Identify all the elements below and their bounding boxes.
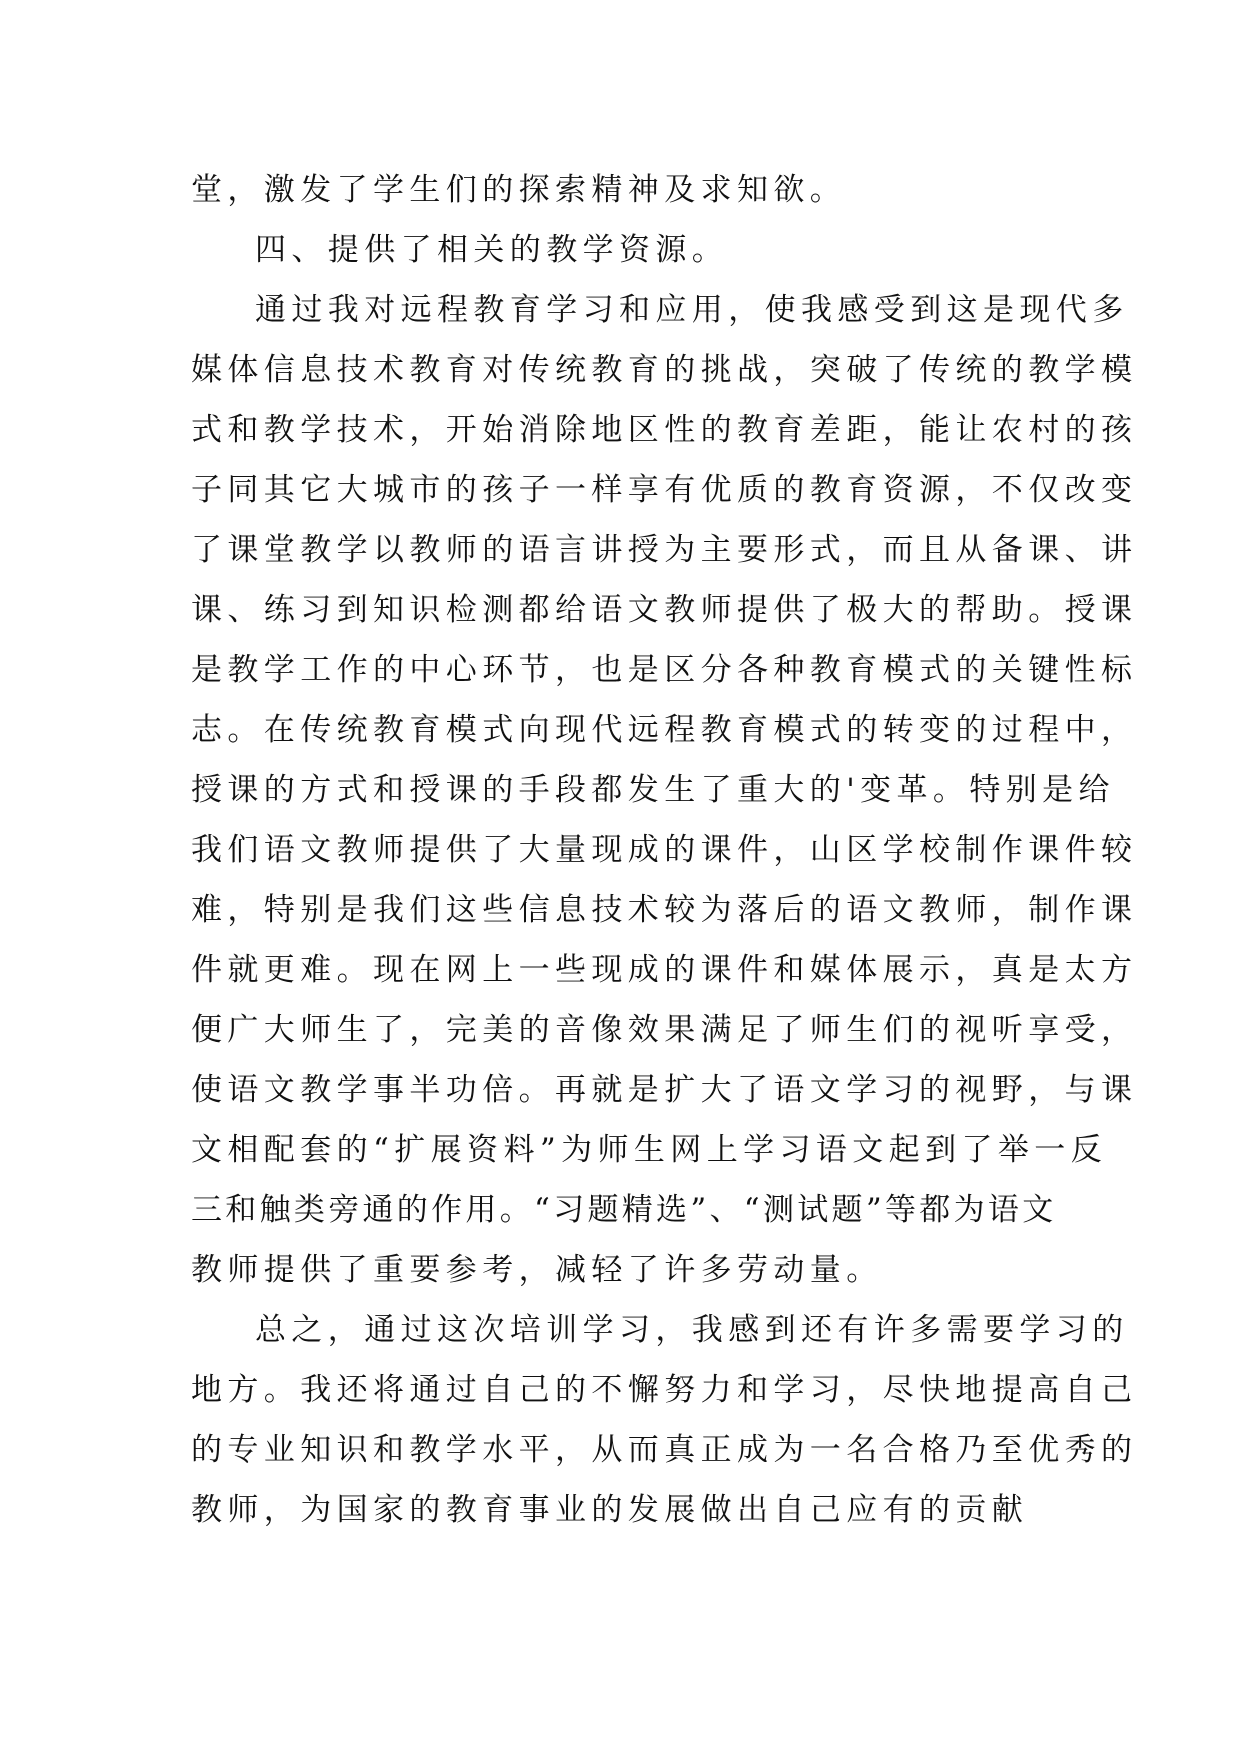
text-line: 通过我对远程教育学习和应用，使我感受到这是现代多 (255, 292, 1129, 328)
text-line: 式和教学技术，开始消除地区性的教育差距，能让农村的孩 (191, 412, 1138, 448)
text-line: 难，特别是我们这些信息技术较为落后的语文教师，制作课 (191, 892, 1138, 928)
text-line: 媒体信息技术教育对传统教育的挑战，突破了传统的教学模 (191, 352, 1138, 388)
section-heading: 四、提供了相关的教学资源。 (255, 232, 729, 268)
body-text (191, 160, 1138, 1540)
text-line: 了课堂教学以教师的语言讲授为主要形式，而且从备课、讲 (191, 532, 1138, 568)
text-line: 文相配套的“扩展资料”为师生网上学习语文起到了举一反 (191, 1132, 1108, 1168)
text-line: 使语文教学事半功倍。再就是扩大了语文学习的视野，与课 (191, 1072, 1138, 1108)
text-line: 便广大师生了，完美的音像效果满足了师生们的视听享受， (191, 1012, 1138, 1048)
text-line: 是教学工作的中心环节，也是区分各种教育模式的关键性标 (191, 652, 1138, 688)
text-line: 授课的方式和授课的手段都发生了重大的'变革。特别是给 (191, 772, 1115, 808)
text-line: 我们语文教师提供了大量现成的课件，山区学校制作课件较 (191, 832, 1138, 868)
text-line: 地方。我还将通过自己的不懈努力和学习，尽快地提高自己 (191, 1372, 1138, 1408)
text-line: 子同其它大城市的孩子一样享有优质的教育资源，不仅改变 (191, 472, 1138, 508)
text-line: 总之，通过这次培训学习，我感到还有许多需要学习的 (255, 1312, 1129, 1348)
text-line: 志。在传统教育模式向现代远程教育模式的转变的过程中， (191, 712, 1138, 748)
text-line: 教师提供了重要参考，减轻了许多劳动量。 (191, 1252, 883, 1288)
text-line: 件就更难。现在网上一些现成的课件和媒体展示，真是太方 (191, 952, 1138, 988)
text-line: 课、练习到知识检测都给语文教师提供了极大的帮助。授课 (191, 592, 1138, 628)
text-line: 教师，为国家的教育事业的发展做出自己应有的贡献 (191, 1492, 1029, 1528)
text-line: 的专业知识和教学水平，从而真正成为一名合格乃至优秀的 (191, 1432, 1138, 1468)
text-line: 三和触类旁通的作用。“习题精选”、“测试题”等都为语文 (191, 1192, 1057, 1228)
text-line: 堂，激发了学生们的探索精神及求知欲。 (191, 172, 847, 208)
